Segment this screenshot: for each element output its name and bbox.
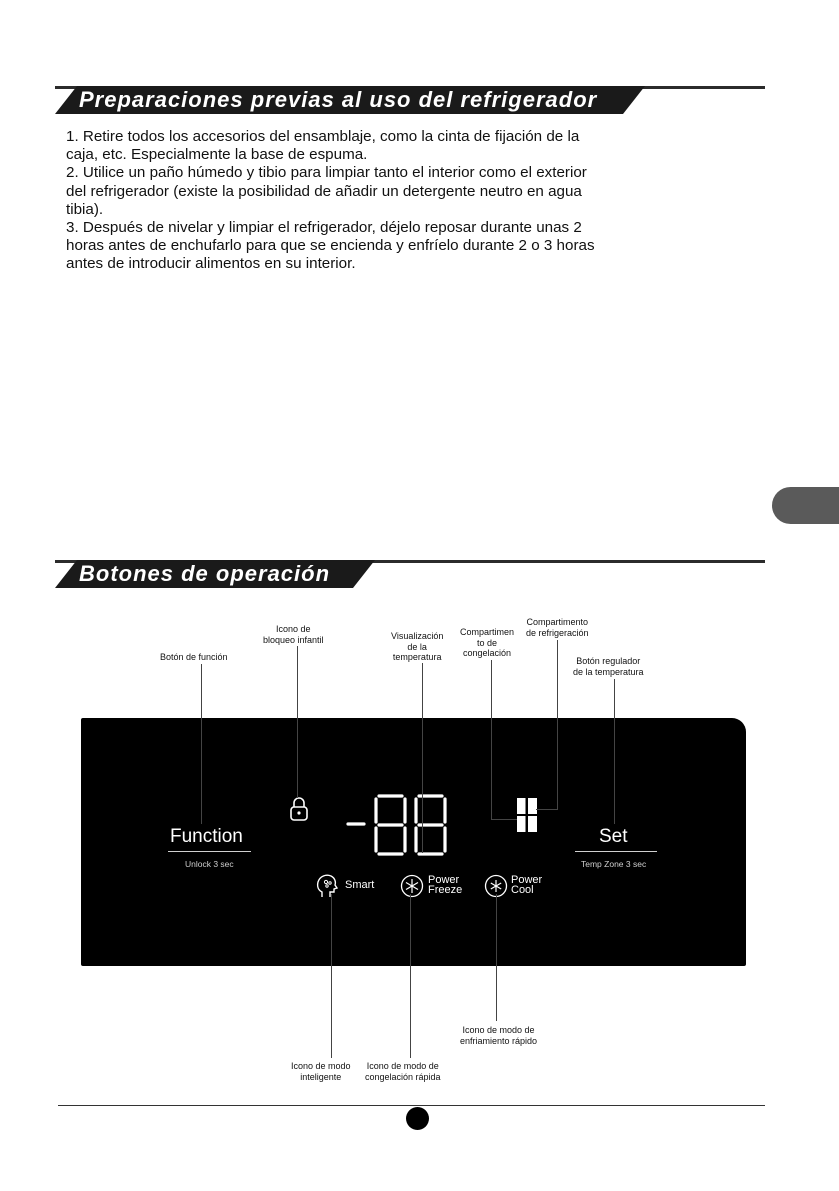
callout-text: enfriamiento rápido	[460, 1035, 538, 1046]
callout-smart-mode	[291, 1061, 351, 1082]
section-title: Preparaciones previas al uso del refrigerador	[79, 87, 598, 112]
power-freeze-label-line: Freeze	[428, 884, 463, 896]
callout-text: de la temperatura	[573, 666, 644, 677]
callout-text: Icono de modo de	[366, 1061, 439, 1071]
instruction-line: 3. Después de nivelar y limpiar el refrigerador, déjelo reposar durante unas 2	[66, 219, 582, 237]
leader-line-display	[422, 663, 423, 853]
function-button[interactable]: Function	[170, 826, 243, 847]
leader-line-fridge	[557, 640, 558, 809]
callout-text: Compartimento	[526, 617, 589, 627]
page-number-marker	[406, 1107, 429, 1130]
callout-temp-regulator	[573, 656, 644, 677]
leader-line-lock	[297, 646, 298, 798]
callout-text: Botón de función	[160, 652, 228, 662]
callout-text: inteligente	[300, 1071, 342, 1082]
instruction-line: horas antes de enchufarlo para que se encienda y enfríelo durante 2 o 3 horas	[66, 237, 595, 255]
lock-icon	[288, 796, 310, 822]
callout-text: Icono de modo de	[462, 1025, 535, 1035]
smart-mode-button[interactable]	[315, 873, 385, 899]
power-cool-label-line: Cool	[511, 884, 534, 896]
callout-text: Icono de modo	[291, 1061, 351, 1071]
leader-line-function	[201, 664, 202, 824]
callout-text: congelación	[462, 648, 512, 658]
power-cool-button[interactable]	[484, 873, 550, 899]
set-button[interactable]: Set	[599, 826, 628, 847]
instruction-line: del refrigerador (existe la posibilidad de añadir un detergente neutro en agua	[66, 182, 582, 200]
preparation-instructions	[66, 128, 686, 274]
callout-text: congelación rápida	[365, 1071, 441, 1082]
section-heading-buttons	[55, 560, 765, 592]
smart-label: Smart	[345, 879, 375, 891]
section-title: Botones de operación	[79, 561, 331, 586]
callout-text: Icono de	[276, 624, 311, 634]
callout-power-freeze-mode	[365, 1061, 441, 1082]
callout-freezer-compartment	[460, 627, 514, 659]
fridge-grid-icon	[517, 798, 537, 832]
leader-line-smart	[331, 894, 332, 1058]
leader-line-freezer	[491, 660, 492, 819]
set-sub-label: Temp Zone 3 sec	[581, 859, 647, 869]
callout-fridge-compartment	[526, 617, 589, 638]
callout-text: bloqueo infantil	[263, 634, 324, 645]
instruction-line: 1. Retire todos los accesorios del ensamblaje, como la cinta de fijación de la	[66, 128, 580, 145]
control-panel	[81, 718, 746, 966]
instruction-line: antes de introducir alimentos en su interior.	[66, 255, 356, 273]
footer-rule	[58, 1105, 765, 1106]
instruction-line: 2. Utilice un paño húmedo y tibio para limpiar tanto el interior como el exterior	[66, 164, 587, 182]
temperature-display	[344, 790, 464, 860]
instruction-line: caja, etc. Especialmente la base de espuma.	[66, 146, 368, 164]
power-freeze-label	[428, 875, 462, 895]
callout-text: Botón regulador	[576, 656, 641, 666]
snowflake-icon	[400, 874, 424, 898]
callout-child-lock	[263, 624, 324, 645]
smart-head-icon	[315, 873, 339, 899]
leader-line-cool	[496, 894, 497, 1021]
callout-temp-display	[391, 631, 443, 663]
power-freeze-label-line: Power	[428, 874, 460, 886]
callout-text: Compartimen	[460, 627, 515, 637]
leader-line-fridge-h	[536, 809, 558, 810]
side-tab-marker	[772, 487, 839, 524]
function-underline	[168, 851, 251, 852]
power-cool-label	[511, 875, 542, 895]
section-heading-preparations	[55, 86, 765, 118]
instruction-line: tibia).	[66, 200, 104, 218]
callout-text: de refrigeración	[526, 627, 589, 638]
callout-text: temperatura	[392, 652, 442, 662]
callout-power-cool-mode	[460, 1025, 537, 1046]
callout-text: de la	[407, 641, 427, 652]
callout-text: to de	[477, 637, 498, 648]
callout-function-button	[160, 652, 228, 663]
callout-text: Visualización	[391, 631, 444, 641]
function-sub-label: Unlock 3 sec	[185, 859, 234, 869]
power-cool-label-line: Power	[511, 874, 543, 886]
leader-line-set	[614, 679, 615, 824]
leader-line-freeze	[410, 894, 411, 1058]
leader-line-freezer-h	[491, 819, 517, 820]
set-underline	[575, 851, 657, 852]
